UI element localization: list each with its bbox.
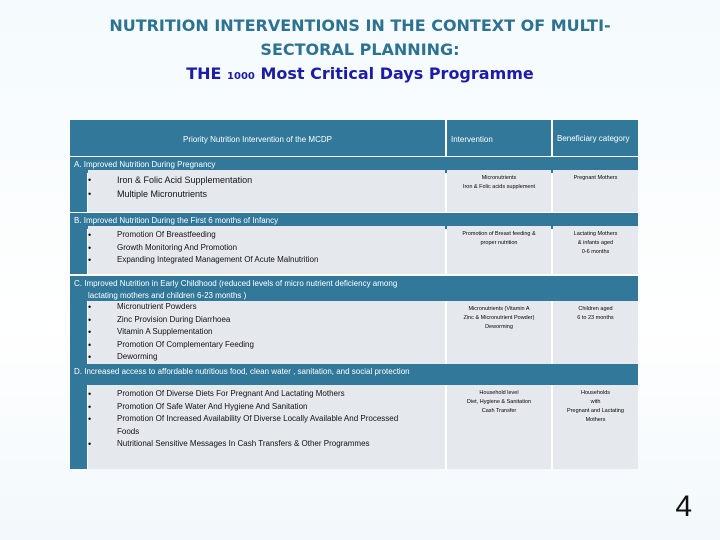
header-priority: Priority Nutrition Intervention of the MCDP (70, 120, 445, 156)
section-c-row (70, 301, 638, 364)
beneficiary-text: Children aged (578, 306, 613, 312)
list-item: • Zinc Provision During Diarrhoea (88, 314, 445, 327)
intervention-text: Deworming (485, 324, 513, 330)
list-item: • Promotion Of Diverse Diets For Pregnant And Lactating Mothers (88, 388, 445, 401)
list-item: • Growth Monitoring And Promotion (88, 242, 445, 255)
beneficiary-text: Pregnant Mothers (573, 175, 618, 181)
beneficiary-text: Households (580, 390, 611, 396)
intervention-text: Household level (479, 390, 519, 396)
intervention-text: Micronutrients (Vitamin A (468, 306, 530, 312)
list-item: • Promotion Of Breastfeeding (88, 229, 445, 242)
beneficiary-text: 6 to 23 months (577, 315, 614, 321)
page-number: 4 (675, 490, 692, 523)
section-a-heading: A. Improved Nutrition During Pregnancy (70, 157, 638, 173)
beneficiary-text: Pregnant and Lactating (567, 408, 624, 414)
list-item: • Iron & Folic Acid Supplementation (88, 173, 445, 187)
title-line-2: SECTORAL PLANNING: (260, 40, 460, 59)
section-a-row (70, 170, 638, 212)
title-line-1: NUTRITION INTERVENTIONS IN THE CONTEXT OF MULTI- (109, 16, 611, 35)
intervention-text: Cash Transfer (481, 408, 517, 414)
list-item: • Promotion Of Complementary Feeding (88, 339, 445, 352)
list-item: • Vitamin A Supplementation (88, 326, 445, 339)
section-d-heading: D. Increased access to affordable nutritious food, clean water , sanitation, and social protection (70, 364, 638, 385)
intervention-text: Promotion of Breast feeding & (462, 231, 536, 237)
beneficiary-text: Mothers (585, 417, 606, 423)
intervention-text: Diet, Hygiene & Sanitation (466, 399, 532, 405)
beneficiary-text: with (590, 399, 601, 405)
list-item: • Promotion Of Safe Water And Hygiene And Sanitation (88, 401, 445, 414)
intervention-text: Micronutrients (481, 175, 517, 181)
header-intervention: Intervention (447, 120, 551, 156)
mcdp-table (70, 120, 638, 469)
section-b-row (70, 226, 638, 274)
list-item: • Expanding Integrated Management Of Acute Malnutrition (88, 254, 445, 267)
intervention-text: Zinc & Micronutrient Powder) (463, 315, 535, 321)
intervention-text: Iron & Folic acids supplement (462, 184, 536, 190)
section-b-heading: B. Improved Nutrition During the First 6 months of Infancy (70, 213, 638, 229)
header-beneficiary: Beneficiary category (553, 120, 638, 156)
beneficiary-text: 0-6 months (581, 249, 610, 255)
beneficiary-text: & infants aged (577, 240, 614, 246)
list-item: • Micronutrient Powders (88, 301, 445, 314)
beneficiary-text: Lactating Mothers (573, 231, 618, 237)
subtitle: THE 1000 Most Critical Days Programme (186, 64, 534, 83)
section-d-row (70, 385, 638, 469)
list-item: • Multiple Micronutrients (88, 187, 445, 201)
list-item: • Nutritional Sensitive Messages In Cash Transfers & Other Programmes (88, 438, 445, 451)
section-c-heading: C. Improved Nutrition in Early Childhood (reduced levels of micro nutrient deficiency among lactating mothers and children 6-23 months ) (70, 276, 638, 301)
list-item: • Promotion Of Increased Availability Of Diverse Locally Available And Processed Foods (88, 413, 418, 438)
intervention-text: proper nutrition (480, 240, 518, 246)
list-item: • Deworming (88, 351, 445, 364)
